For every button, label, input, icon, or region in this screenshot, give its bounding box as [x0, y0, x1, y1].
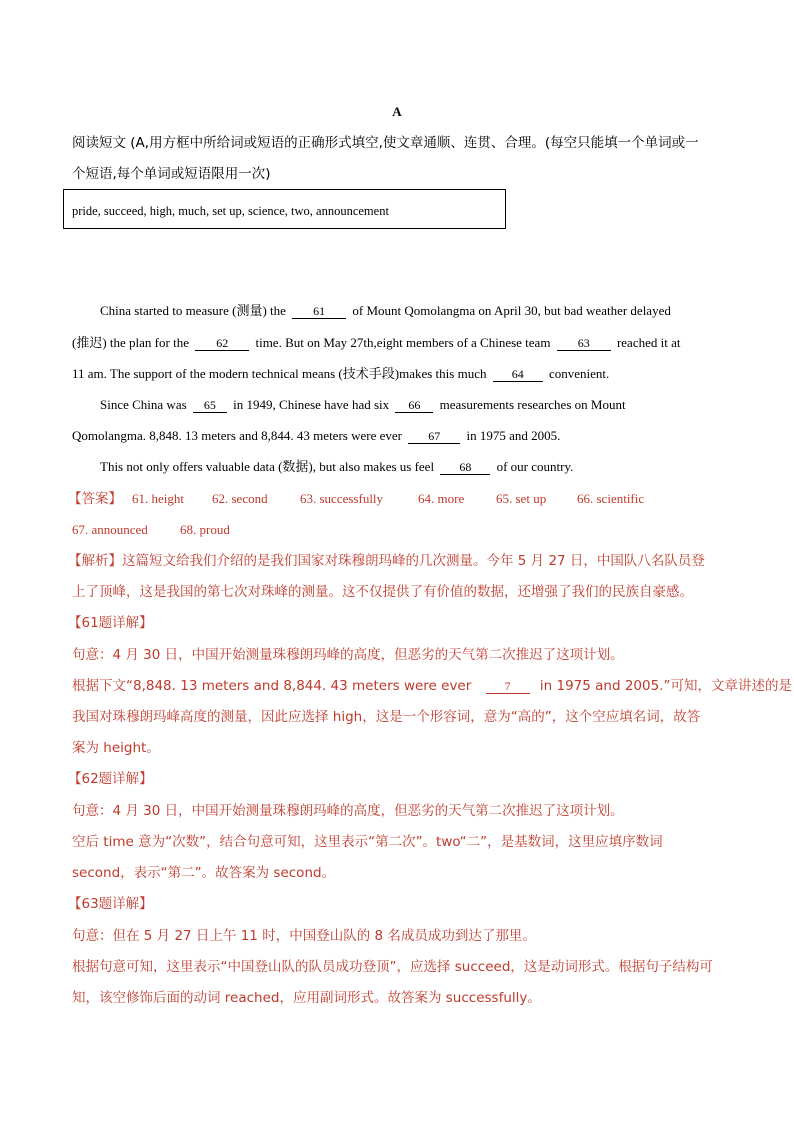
blank-65: 65 — [193, 399, 227, 413]
blank-63: 63 — [557, 337, 611, 351]
q63-line: 句意：但在 5 月 27 日上午 11 时，中国登山队的 8 名成员成功到达了那里。 — [72, 928, 536, 944]
q62-heading: 【62题详解】 — [68, 771, 153, 787]
section-title: A — [392, 104, 402, 119]
passage-text: in 1975 and 2005. — [466, 428, 561, 443]
passage-line — [72, 335, 680, 351]
passage-text: in 1949, Chinese have had six — [233, 397, 390, 412]
passage-line — [72, 428, 560, 444]
analysis-text: 这篇短文给我们介绍的是我们国家对珠穆朗玛峰的几次测量。今年 5 月 27 日，中国队八名队员登 — [122, 553, 705, 569]
q61-text: in 1975 and 2005.”可知，文章讲述的是 — [539, 678, 792, 694]
passage-text: of our country. — [496, 459, 574, 474]
q63-heading: 【63题详解】 — [68, 896, 153, 912]
answer-item: 66. scientific — [577, 491, 645, 506]
passage-text: 11 am. The support of the modern technical means (技术手段)makes this much — [72, 366, 487, 381]
blank-64: 64 — [493, 368, 543, 382]
analysis-label: 【解析】 — [68, 553, 122, 569]
passage-line — [100, 459, 573, 475]
passage-text: measurements researches on Mount — [439, 397, 626, 412]
passage-text: Since China was — [100, 397, 187, 412]
passage-text: of Mount Qomolangma on April 30, but bad weather delayed — [352, 303, 671, 318]
q63-line: 根据句意可知，这里表示“中国登山队的队员成功登顶”，应选择 succeed，这是动词形式。根据句子结构可 — [72, 959, 713, 975]
answer-item: 61. height — [132, 491, 184, 506]
answer-item: 67. announced — [72, 522, 148, 537]
blank-68: 68 — [440, 461, 490, 475]
q61-blank: 7 — [486, 680, 530, 694]
answer-item: 62. second — [212, 491, 268, 506]
blank-67: 67 — [408, 430, 460, 444]
q62-line: 空后 time 意为“次数”，结合句意可知，这里表示“第二次”。two“二”，是基数词，这里应填序数词 — [72, 834, 663, 850]
passage-text: convenient. — [548, 366, 610, 381]
passage-text: reached it at — [616, 335, 681, 350]
analysis-line: 上了顶峰，这是我国的第七次对珠峰的测量。这不仅提供了有价值的数据，还增强了我们的民族自豪感。 — [72, 584, 693, 600]
passage-text: This not only offers valuable data (数据), but also makes us feel — [100, 459, 435, 474]
instruction-line-1: 阅读短文 (A,用方框中所给词或短语的正确形式填空,使文章通顺、连贯、合理。(每空只能填一个单词或一 — [72, 135, 699, 151]
q61-line: 案为 height。 — [72, 740, 160, 756]
answer-item: 63. successfully — [300, 491, 384, 506]
answer-item: 65. set up — [496, 491, 547, 506]
q61-line: 句意：4 月 30 日，中国开始测量珠穆朗玛峰的高度，但恶劣的天气第二次推迟了这项计划。 — [72, 647, 624, 663]
answer-item: 64. more — [418, 491, 465, 506]
blank-61: 61 — [292, 305, 346, 319]
q61-line: 我国对珠穆朗玛峰高度的测量，因此应选择 high，这是一个形容词，意为“高的”，这个空应填名词，故答 — [72, 709, 701, 725]
q62-line: 句意：4 月 30 日，中国开始测量珠穆朗玛峰的高度，但恶劣的天气第二次推迟了这项计划。 — [72, 803, 624, 819]
passage-line — [100, 397, 626, 413]
q63-line: 知，该空修饰后面的动词 reached，应用副词形式。故答案为 successfully。 — [72, 990, 541, 1006]
analysis-line — [68, 553, 705, 569]
blank-66: 66 — [395, 399, 433, 413]
q61-heading: 【61题详解】 — [68, 615, 153, 631]
passage-text: time. But on May 27th,eight members of a Chinese team — [255, 335, 551, 350]
q61-line — [72, 678, 792, 694]
passage-text: (推迟) the plan for the — [72, 335, 189, 350]
instruction-line-2: 个短语,每个单词或短语限用一次) — [72, 166, 271, 182]
passage-text: China started to measure (测量) the — [100, 303, 286, 318]
passage-text: Qomolangma. 8,848. 13 meters and 8,844. 43 meters were ever — [72, 428, 402, 443]
passage-line — [72, 366, 609, 382]
answer-label: 【答案】 — [68, 491, 122, 507]
answer-item: 68. proud — [180, 522, 230, 537]
blank-62: 62 — [195, 337, 249, 351]
word-box: pride, succeed, high, much, set up, science, two, announcement — [63, 189, 506, 229]
q61-text: 根据下文“8,848. 13 meters and 8,844. 43 meters were ever — [72, 678, 472, 694]
passage-line — [100, 303, 671, 319]
q62-line: second，表示“第二”。故答案为 second。 — [72, 865, 336, 881]
